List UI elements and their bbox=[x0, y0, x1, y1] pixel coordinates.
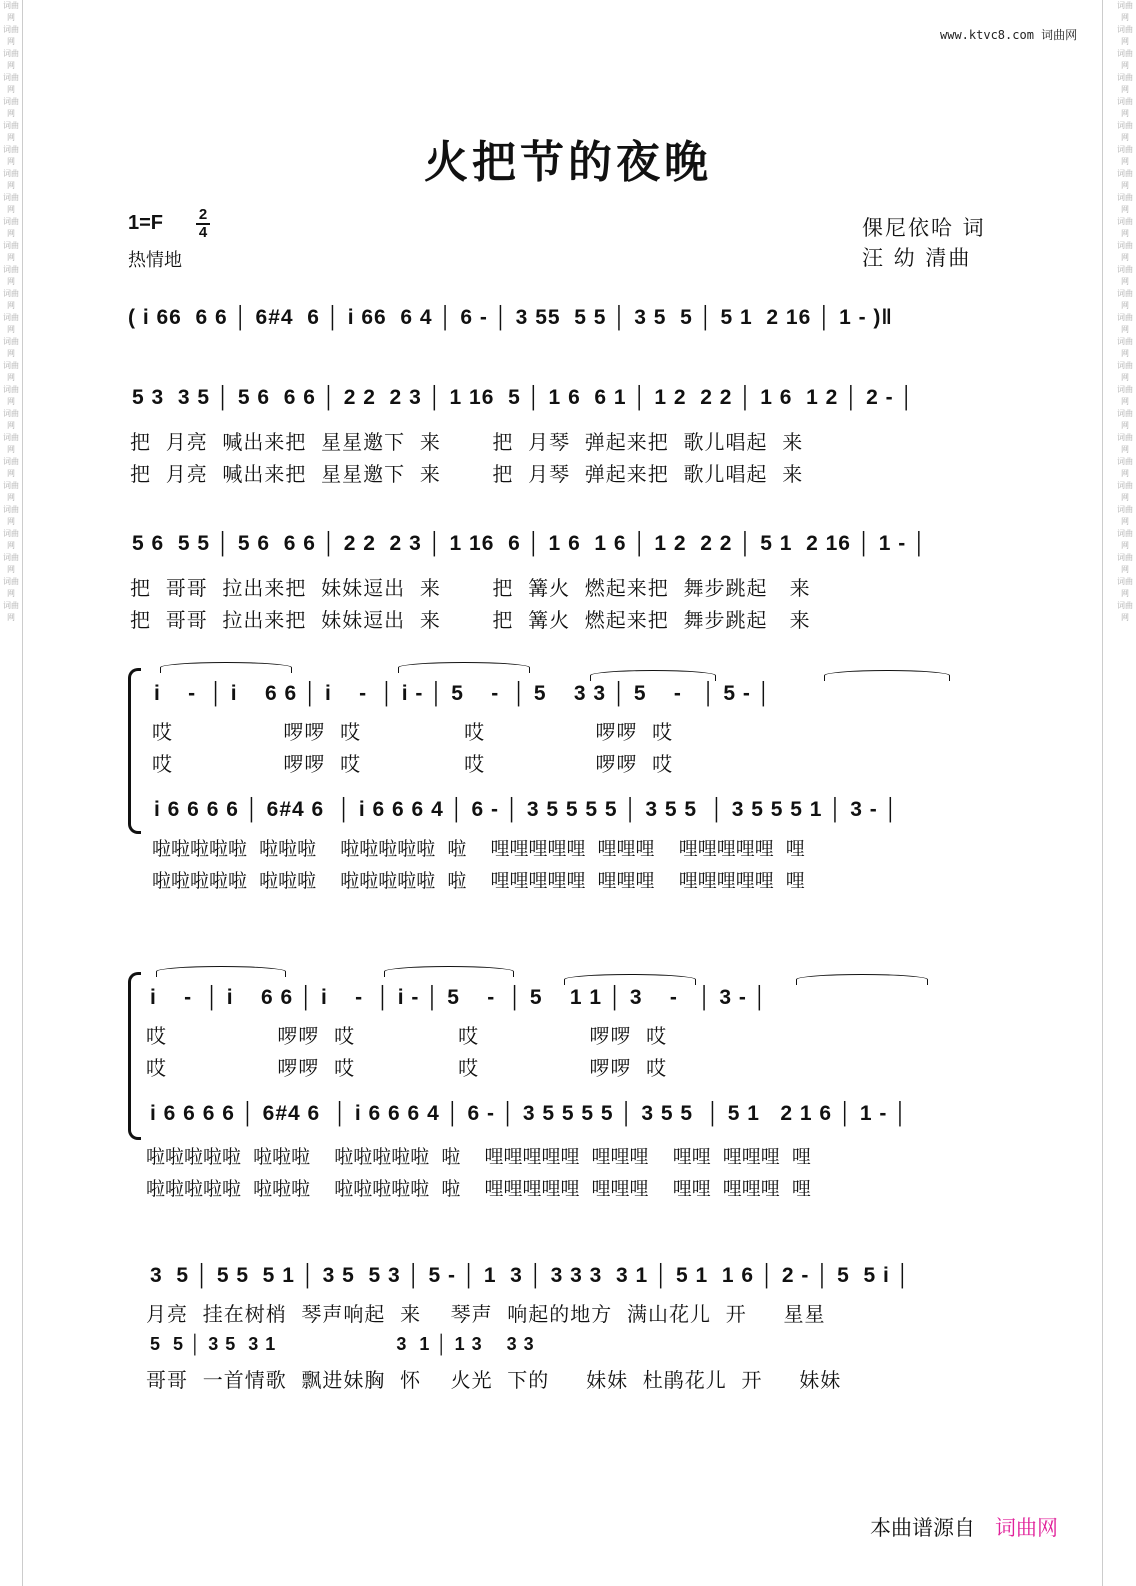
system1-lyric-verse1: 把 月亮 喊出来把 星星邀下 来 把 月琴 弹起来把 歌儿唱起 来 bbox=[130, 430, 804, 454]
lyricist-credit: 倮尼依哈 词 bbox=[862, 216, 986, 240]
system3-slur bbox=[398, 662, 530, 673]
system3-slur bbox=[590, 670, 716, 681]
system4-upper-lyric2: 哎 啰啰 哎 哎 啰啰 哎 bbox=[146, 1056, 668, 1080]
left-margin-line bbox=[22, 0, 23, 1586]
system2-lyric-verse2: 把 哥哥 拉出来把 妹妹逗出 来 把 篝火 燃起来把 舞步跳起 来 bbox=[130, 608, 811, 632]
system4-lower-lyric2: 啦啦啦啦啦 啦啦啦 啦啦啦啦啦 啦 哩哩哩哩哩 哩哩哩 哩哩 哩哩哩 哩 bbox=[146, 1178, 811, 1200]
system5-lyric-verse2: 哥哥 一首情歌 飘进妹胸 怀 火光 下的 妹妹 杜鹃花儿 开 妹妹 bbox=[146, 1368, 842, 1392]
source-footer bbox=[870, 1512, 1058, 1542]
site-watermark: www.ktvc8.com 词曲网 bbox=[940, 28, 1078, 42]
song-title: 火把节的夜晚 bbox=[424, 137, 712, 188]
system3-upper-notes: i - │ i 6 6 │ i - │ i - │ 5 - │ 5 3 3 │ 5 - │ 5 - │ bbox=[154, 682, 772, 705]
system4-upper-notes: i - │ i 6 6 │ i - │ i - │ 5 - │ 5 1 1 │ 3 - │ 3 - │ bbox=[150, 986, 768, 1009]
system4-slur bbox=[156, 966, 286, 977]
system3-slur bbox=[160, 662, 292, 673]
time-signature bbox=[196, 208, 210, 240]
system4-upper-lyric1: 哎 啰啰 哎 哎 啰啰 哎 bbox=[146, 1024, 668, 1048]
system3-lower-lyric2: 啦啦啦啦啦 啦啦啦 啦啦啦啦啦 啦 哩哩哩哩哩 哩哩哩 哩哩哩哩哩 哩 bbox=[152, 870, 805, 892]
system3-upper-lyric1: 哎 啰啰 哎 哎 啰啰 哎 bbox=[152, 720, 674, 744]
tempo-marking: 热情地 bbox=[128, 250, 182, 271]
system5-lyric-verse1: 月亮 挂在树梢 琴声响起 来 琴声 响起的地方 满山花儿 开 星星 bbox=[146, 1302, 826, 1326]
system1-lyric-verse2: 把 月亮 喊出来把 星星邀下 来 把 月琴 弹起来把 歌儿唱起 来 bbox=[130, 462, 804, 486]
time-sig-top: 2 bbox=[198, 206, 208, 223]
system1-notes: 5 3 3 5 │ 5 6 6 6 │ 2 2 2 3 │ 1 16 5 │ 1 6 6 1 │ 1 2 2 2 │ 1 6 1 2 │ 2 - │ bbox=[132, 386, 915, 409]
system5-alt-notes: 5 5 │ 3 5 3 1 3 1 │ 1 3 3 3 bbox=[150, 1334, 535, 1354]
key-signature: 1=F bbox=[128, 212, 164, 234]
intro-notes: ( i 66 6 6 │ 6#4 6 │ i 66 6 4 │ 6 - │ 3 55 5 5 │ 3 5 5 │ 5 1 2 16 │ 1 - )‖ bbox=[128, 306, 893, 329]
system4-lower-notes: i 6 6 6 6 │ 6#4 6 │ i 6 6 6 4 │ 6 - │ 3 5 5 5 5 │ 3 5 5 │ 5 1 2 1 6 │ 1 - │ bbox=[150, 1102, 909, 1125]
system4-lower-lyric1: 啦啦啦啦啦 啦啦啦 啦啦啦啦啦 啦 哩哩哩哩哩 哩哩哩 哩哩 哩哩哩 哩 bbox=[146, 1146, 811, 1168]
composer-credit: 汪 幼 清曲 bbox=[862, 246, 972, 270]
system4-slur bbox=[384, 966, 514, 977]
system5-notes: 3 5 │ 5 5 5 1 │ 3 5 5 3 │ 5 - │ 1 3 │ 3 3 3 3 1 │ 5 1 1 6 │ 2 - │ 5 5 i │ bbox=[150, 1264, 911, 1287]
right-watermark-strip: 词曲网 词曲网 词曲网 词曲网 词曲网 词曲网 词曲网 词曲网 词曲网 词曲网 词曲网 词曲网 词曲网 词曲网 词曲网 词曲网 词曲网 词曲网 词曲网 词曲网 词曲网 词曲网 词曲网 词曲网 词曲网 词曲网 bbox=[1117, 1, 1133, 622]
right-margin-line bbox=[1102, 0, 1103, 1586]
system3-slur bbox=[824, 670, 950, 681]
system3-brace bbox=[128, 668, 141, 834]
system2-notes: 5 6 5 5 │ 5 6 6 6 │ 2 2 2 3 │ 1 16 6 │ 1 6 1 6 │ 1 2 2 2 │ 5 1 2 16 │ 1 - │ bbox=[132, 532, 928, 555]
system3-lower-lyric1: 啦啦啦啦啦 啦啦啦 啦啦啦啦啦 啦 哩哩哩哩哩 哩哩哩 哩哩哩哩哩 哩 bbox=[152, 838, 805, 860]
time-sig-bottom: 4 bbox=[198, 224, 208, 241]
footer-source-text: 本曲谱源自 bbox=[870, 1516, 975, 1540]
system2-lyric-verse1: 把 哥哥 拉出来把 妹妹逗出 来 把 篝火 燃起来把 舞步跳起 来 bbox=[130, 576, 811, 600]
system4-slur bbox=[796, 974, 928, 985]
left-watermark-strip: 词曲网 词曲网 词曲网 词曲网 词曲网 词曲网 词曲网 词曲网 词曲网 词曲网 词曲网 词曲网 词曲网 词曲网 词曲网 词曲网 词曲网 词曲网 词曲网 词曲网 词曲网 词曲网 词曲网 词曲网 词曲网 词曲网 bbox=[3, 1, 19, 622]
footer-brand-link[interactable]: 词曲网 bbox=[995, 1516, 1058, 1540]
system4-brace bbox=[128, 972, 141, 1140]
system3-lower-notes: i 6 6 6 6 │ 6#4 6 │ i 6 6 6 4 │ 6 - │ 3 5 5 5 5 │ 3 5 5 │ 3 5 5 5 1 │ 3 - │ bbox=[154, 798, 899, 821]
system3-upper-lyric2: 哎 啰啰 哎 哎 啰啰 哎 bbox=[152, 752, 674, 776]
system4-slur bbox=[564, 974, 696, 985]
